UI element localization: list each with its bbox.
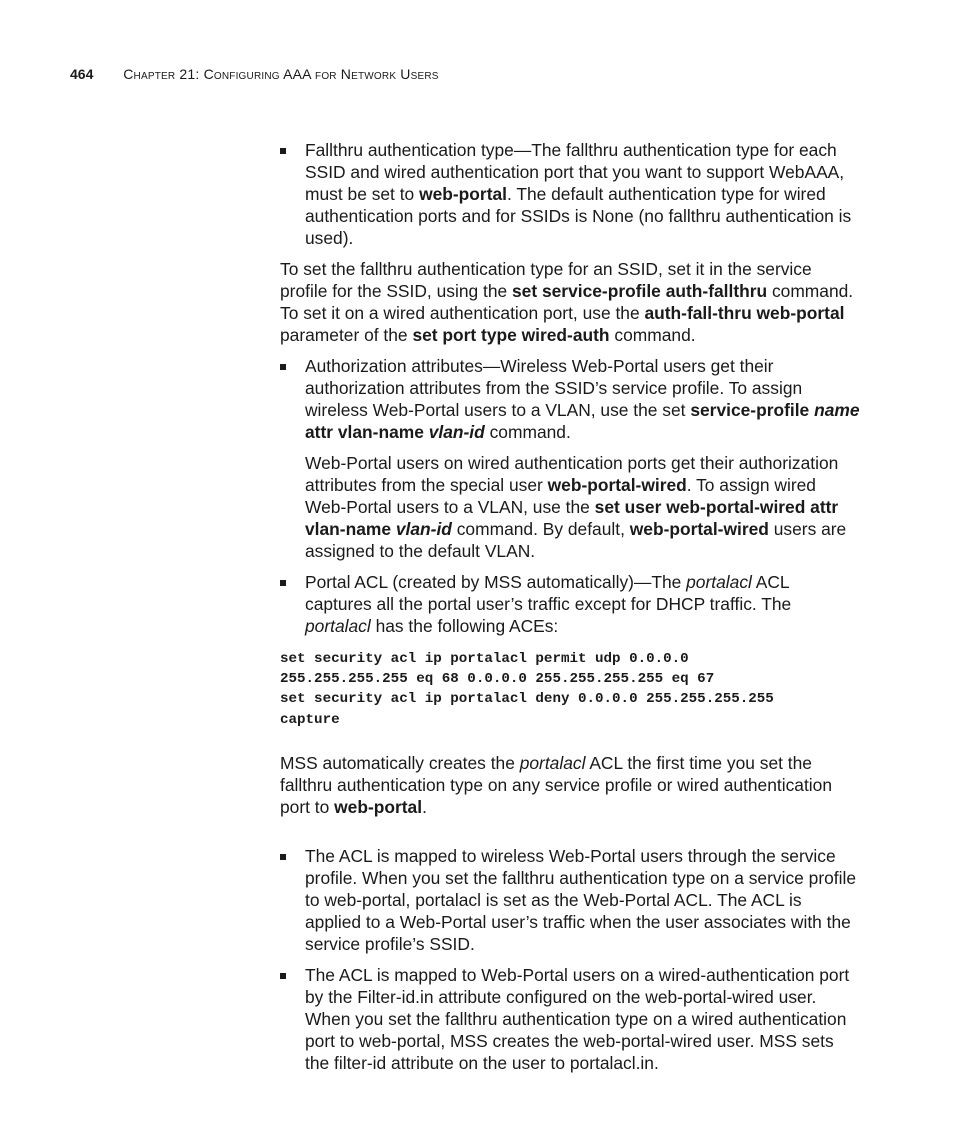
chapter-title: Chapter 21: Configuring AAA for Network Users [123,66,439,82]
text-run: ACL the first time you set the fallthru authentication type on any service profile or wired authentication port to [280,752,832,817]
bold-run: set port type wired-auth [412,325,610,345]
bold-run: web-portal-wired [547,475,687,495]
bullet-acl-wired: The ACL is mapped to Web-Portal users on a wired-authentication port by the Filter-id.in attribute configured on the web-portal-wired user. When you set the fallthru authentication type on a wired authentication port to web-portal, MSS creates the web-portal-wired user. MSS sets the filter-id attribute on the user to portalacl.in. [280,964,860,1074]
text-run: To set the fallthru authentication type for an SSID, set it in the service profile for the SSID, using the [280,259,812,301]
bold-run: set user web-portal-wired attr vlan-name [305,497,839,539]
text-run: ACL captures all the portal user’s traffic except for DHCP traffic. The [305,572,792,614]
italic-run: portalacl [305,616,371,636]
bold-run: web-portal-wired [629,519,769,539]
page-header [70,66,439,82]
text-run: users are assigned to the default VLAN. [305,519,847,561]
bullet-authorization-attributes [280,355,860,443]
text-run: Portal ACL (created by MSS automatically)—The [305,572,687,592]
paragraph-set-fallthru [280,258,860,346]
bold-run: web-portal [419,184,507,204]
bold-run: auth-fall-thru web-portal [644,303,845,323]
text-run: . To assign wired Web-Portal users to a VLAN, use the [305,475,816,517]
italic-run: portalacl [686,572,752,592]
paragraph-mss-creates [280,752,860,818]
text-run: . The default authentication type for wired authentication ports and for SSIDs is None (no fallthru authentication is used). [305,184,852,248]
code-block: set security acl ip portalacl permit udp 0.0.0.0 255.255.255.255 eq 68 0.0.0.0 255.255.255.255 eq 67 set security acl ip portalacl deny 0.0.0.0 255.255.255.255 capture [280,651,774,728]
text-run: Web-Portal users on wired authentication ports get their authorization attributes from the special user [305,453,839,495]
text-run: command. [484,422,571,442]
text-run: has the following ACEs: [370,616,559,636]
text-run: command. To set it on a wired authentication port, use the [280,281,854,323]
bullet-acl-wireless: The ACL is mapped to wireless Web-Portal users through the service profile. When you set the fallthru authentication type on a service profile to web-portal, portalacl is set as the Web-Portal ACL. The ACL is applied to a Web-Portal user’s traffic when the user associates with the service profile’s SSID. [280,845,860,955]
text-run: parameter of the [280,325,413,345]
text-run: command. [609,325,696,345]
bullet-fallthru-type [280,139,860,249]
paragraph-wired-users [280,452,860,562]
text-run: . [422,796,427,817]
bold-run: set service-profile auth-fallthru [512,281,768,301]
bold-italic-run: vlan-id [428,422,485,442]
text-run: Authorization attributes—Wireless Web-Portal users get their authorization attributes from the SSID’s service profile. To assign wireless Web-Portal users to a VLAN, use the set [305,356,803,420]
text-run: MSS automatically creates the [280,752,520,773]
bold-run: attr vlan-name [305,422,429,442]
page-body [280,139,860,1083]
page-number: 464 [70,66,94,82]
text-run: Fallthru authentication type—The fallthru authentication type for each SSID and wired authentication port that you want to support WebAAA, must be set to [305,140,845,204]
text-run: command. By default, [451,519,630,539]
bold-run: service-profile [690,400,815,420]
bullet-portal-acl [280,571,860,637]
italic-run: portalacl [519,752,586,773]
bold-italic-run: vlan-id [395,519,452,539]
bold-run: web-portal [334,796,423,817]
bold-italic-run: name [814,400,860,420]
